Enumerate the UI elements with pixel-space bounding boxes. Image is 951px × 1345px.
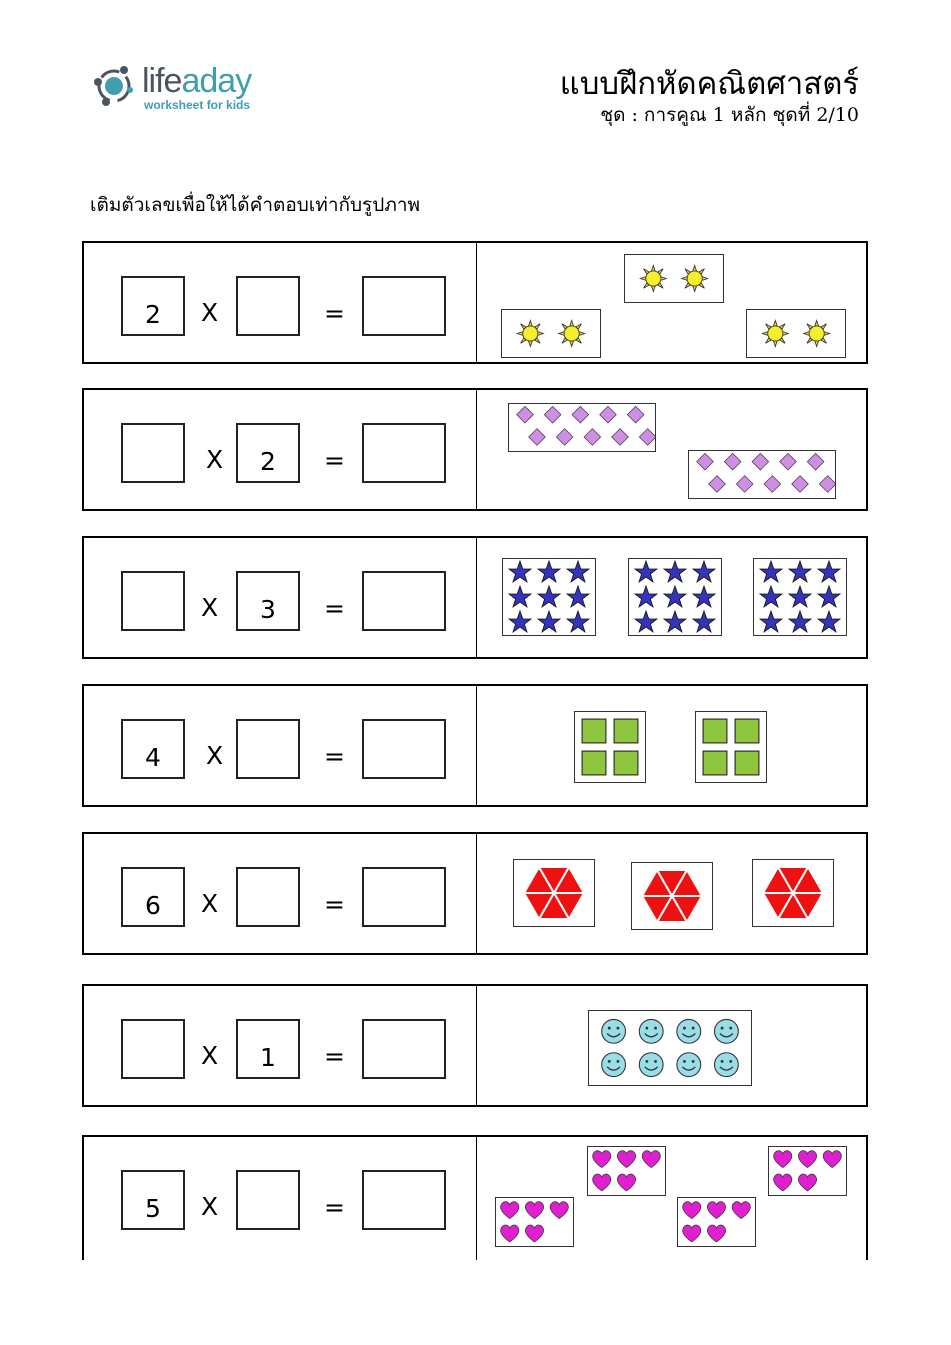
star-icon — [789, 561, 811, 582]
page-subtitle: ชุด : การคูณ 1 หลัก ชุดที่ 2/10 — [600, 104, 859, 126]
star-icon — [567, 586, 589, 607]
diamond-icon — [697, 453, 714, 470]
problem-row — [82, 832, 868, 955]
diamond-icon — [600, 406, 617, 423]
smiley-icon — [639, 1053, 663, 1077]
heart-icon — [732, 1202, 750, 1219]
square-icon — [614, 719, 638, 743]
page-title: แบบฝึกหัดคณิตศาสตร์ — [559, 66, 859, 102]
heart-icon — [798, 1151, 816, 1168]
picture-group — [574, 711, 646, 783]
picture-group — [688, 450, 836, 499]
star-icon — [567, 561, 589, 582]
star-icon — [538, 611, 560, 632]
star-icon — [760, 561, 782, 582]
star-icon — [509, 561, 531, 582]
times-sign: X — [201, 298, 219, 327]
diamond-icon — [752, 453, 769, 470]
smiley-icon — [602, 1019, 626, 1043]
diamond-icon — [792, 476, 809, 493]
star-icon — [567, 611, 589, 632]
heart-icon — [774, 1151, 792, 1168]
multiplicand-box[interactable] — [121, 571, 185, 631]
logo-wordmark: lifeaday — [142, 62, 252, 100]
times-sign: X — [206, 741, 224, 770]
sun-icon — [517, 321, 543, 347]
heart-icon — [617, 1151, 635, 1168]
diamond-icon — [556, 429, 573, 446]
multiplicand-box[interactable] — [121, 1019, 185, 1079]
answer-box[interactable] — [362, 1170, 446, 1230]
equals-sign: = — [324, 742, 345, 771]
answer-box[interactable] — [362, 867, 446, 927]
diamond-icon — [627, 406, 644, 423]
star-icon — [760, 586, 782, 607]
heart-icon — [707, 1202, 725, 1219]
picture-group — [746, 309, 846, 358]
problem-row — [82, 536, 868, 659]
heart-icon — [707, 1225, 725, 1242]
times-sign: X — [201, 1192, 219, 1221]
diamond-icon — [736, 476, 753, 493]
smiley-icon — [639, 1019, 663, 1043]
star-icon — [789, 611, 811, 632]
answer-box[interactable] — [362, 719, 446, 779]
square-icon — [703, 719, 727, 743]
star-icon — [538, 561, 560, 582]
multiplicand-box[interactable]: 4 — [121, 719, 185, 779]
diamond-icon — [724, 453, 741, 470]
sun-icon — [640, 266, 666, 292]
problem-row — [82, 684, 868, 807]
smiley-icon — [677, 1019, 701, 1043]
star-icon — [664, 611, 686, 632]
diamond-icon — [517, 406, 534, 423]
heart-icon — [593, 1174, 611, 1191]
diamond-icon — [807, 453, 824, 470]
star-icon — [635, 586, 657, 607]
diamond-icon — [764, 476, 781, 493]
row-divider — [476, 538, 477, 657]
picture-group — [502, 558, 596, 636]
picture-group — [631, 862, 713, 930]
smiley-icon — [714, 1019, 738, 1043]
heart-icon — [683, 1225, 701, 1242]
star-icon — [760, 611, 782, 632]
row-divider — [476, 243, 477, 362]
multiplicand-box[interactable]: 2 — [121, 276, 185, 336]
row-divider — [476, 686, 477, 805]
sun-icon — [762, 321, 788, 347]
heart-icon — [774, 1174, 792, 1191]
heart-icon — [593, 1151, 611, 1168]
multiplier-box[interactable]: 1 — [236, 1019, 300, 1079]
star-icon — [818, 561, 840, 582]
picture-group — [753, 558, 847, 636]
problem-row — [82, 1135, 868, 1260]
square-icon — [614, 751, 638, 775]
row-divider — [476, 390, 477, 509]
star-icon — [789, 586, 811, 607]
answer-box[interactable] — [362, 276, 446, 336]
star-icon — [818, 586, 840, 607]
square-icon — [735, 719, 759, 743]
row-divider — [476, 834, 477, 953]
problem-row — [82, 984, 868, 1107]
star-icon — [509, 586, 531, 607]
picture-group — [624, 254, 724, 303]
multiplier-box[interactable]: 2 — [236, 423, 300, 483]
diamond-icon — [780, 453, 797, 470]
star-icon — [818, 611, 840, 632]
row-divider — [476, 986, 477, 1105]
equals-sign: = — [324, 890, 345, 919]
diamond-icon — [544, 406, 561, 423]
star-icon — [635, 611, 657, 632]
answer-box[interactable] — [362, 1019, 446, 1079]
heart-icon — [617, 1174, 635, 1191]
diamond-icon — [639, 429, 655, 446]
square-icon — [582, 751, 606, 775]
diamond-icon — [584, 429, 601, 446]
picture-group — [588, 1010, 752, 1086]
square-icon — [703, 751, 727, 775]
times-sign: X — [206, 445, 224, 474]
star-icon — [693, 586, 715, 607]
star-icon — [693, 611, 715, 632]
multiplier-box[interactable]: 3 — [236, 571, 300, 631]
diamond-icon — [709, 476, 726, 493]
equals-sign: = — [324, 594, 345, 623]
heart-icon — [550, 1202, 568, 1219]
picture-group — [508, 403, 656, 452]
heart-icon — [823, 1151, 841, 1168]
picture-group — [513, 859, 595, 927]
diamond-icon — [572, 406, 589, 423]
equals-sign: = — [324, 1193, 345, 1222]
picture-group — [768, 1146, 847, 1196]
heart-icon — [501, 1202, 519, 1219]
multiplier-box[interactable] — [236, 719, 300, 779]
picture-group — [677, 1197, 756, 1247]
times-sign: X — [201, 593, 219, 622]
multiplier-box[interactable] — [236, 867, 300, 927]
smiley-icon — [602, 1053, 626, 1077]
diamond-icon — [612, 429, 629, 446]
star-icon — [664, 561, 686, 582]
times-sign: X — [201, 1041, 219, 1070]
multiplicand-box[interactable]: 6 — [121, 867, 185, 927]
times-sign: X — [201, 889, 219, 918]
equals-sign: = — [324, 446, 345, 475]
problem-row — [82, 388, 868, 511]
heart-icon — [501, 1225, 519, 1242]
heart-icon — [525, 1225, 543, 1242]
picture-group — [495, 1197, 574, 1247]
star-icon — [693, 561, 715, 582]
square-icon — [582, 719, 606, 743]
sun-icon — [559, 321, 585, 347]
star-icon — [509, 611, 531, 632]
sun-icon — [804, 321, 830, 347]
row-divider — [476, 1137, 477, 1260]
heart-icon — [683, 1202, 701, 1219]
multiplier-box[interactable] — [236, 1170, 300, 1230]
answer-box[interactable] — [362, 571, 446, 631]
logo-mark-icon — [90, 60, 140, 110]
picture-group — [628, 558, 722, 636]
heart-icon — [642, 1151, 660, 1168]
star-icon — [635, 561, 657, 582]
picture-group — [695, 711, 767, 783]
diamond-icon — [529, 429, 546, 446]
equals-sign: = — [324, 1042, 345, 1071]
star-icon — [538, 586, 560, 607]
sun-icon — [682, 266, 708, 292]
logo-tagline: worksheet for kids — [144, 98, 251, 112]
diamond-icon — [819, 476, 835, 493]
heart-icon — [798, 1174, 816, 1191]
multiplicand-box[interactable]: 5 — [121, 1170, 185, 1230]
picture-group — [501, 309, 601, 358]
picture-group — [752, 859, 834, 927]
smiley-icon — [714, 1053, 738, 1077]
lifeaday-logo — [90, 60, 290, 120]
heart-icon — [525, 1202, 543, 1219]
answer-box[interactable] — [362, 423, 446, 483]
multiplier-box[interactable] — [236, 276, 300, 336]
picture-group — [587, 1146, 666, 1196]
multiplicand-box[interactable] — [121, 423, 185, 483]
problem-row — [82, 241, 868, 364]
equals-sign: = — [324, 299, 345, 328]
square-icon — [735, 751, 759, 775]
instruction-text: เติมตัวเลขเพื่อให้ได้คำตอบเท่ากับรูปภาพ — [90, 194, 421, 216]
star-icon — [664, 586, 686, 607]
smiley-icon — [677, 1053, 701, 1077]
